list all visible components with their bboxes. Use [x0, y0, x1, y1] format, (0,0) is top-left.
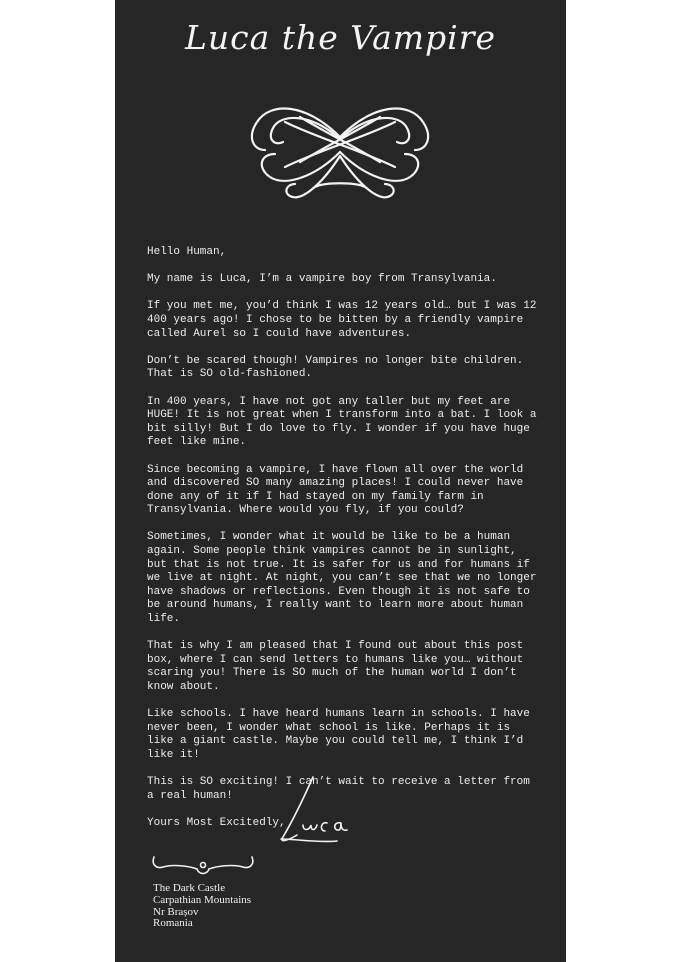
address-line: The Dark Castle: [153, 882, 226, 894]
address-line: Nr Brașov: [153, 905, 199, 918]
closing: Yours Most Excitedly,: [147, 816, 286, 829]
paragraph: Since becoming a vampire, I have flown all over the world and discovered SO many amazing places! I could never have done any of it if I had stayed on my family farm in Transylvania. Where would you fly, if you could?: [147, 463, 524, 517]
paragraph: If you met me, you’d think I was 12 years old… but I was 12 400 years ago! I chose to be bitten by a friendly vampire called Aurel so I could have adventures.: [147, 300, 537, 340]
letter-page: [115, 0, 566, 962]
paragraph: Sometimes, I wonder what it would be like to be a human again. Some people think vampires cannot be in sunlight, but that is not true. It is safer for us and for humans if we live at night. At night, you can’t see that we no longer have shadows or reflections. Even though it is not safe to be around humans, I really want to learn more about human life.: [147, 531, 537, 626]
paragraph: In 400 years, I have not got any taller but my feet are HUGE! It is not great when I transform into a bat. I look a bit silly! But I do love to fly. I wonder if you have huge feet like mine.: [147, 395, 537, 449]
scroll-flourish-icon: [151, 853, 255, 875]
return-address: [153, 883, 251, 930]
paragraph: My name is Luca, I’m a vampire boy from Transylvania.: [147, 273, 497, 286]
paragraph: Don’t be scared though! Vampires no longer bite children. That is SO old-fashioned.: [147, 354, 524, 381]
address-line: Carpathian Mountains: [153, 893, 252, 906]
bat-swirl-ornament-icon: [245, 92, 435, 207]
address-line: Romania: [153, 917, 193, 930]
paragraph: Like schools. I have heard humans learn in schools. I have never been, I wonder what school is like. Perhaps it is like a giant castle. Maybe you could tell me, I think I’d like it!: [147, 708, 530, 761]
paragraph: That is why I am pleased that I found out about this post box, where I can send letters to humans like you… without scaring you! There is SO much of the human world I don’t know about.: [147, 640, 524, 693]
salutation: Hello Human,: [147, 246, 227, 258]
paragraph: This is SO exciting! I can’t wait to receive a letter from a real human!: [147, 776, 530, 802]
letter-body: [147, 246, 537, 844]
signature-luca-icon: [275, 775, 355, 847]
letter-title: Luca the Vampire: [184, 18, 497, 57]
